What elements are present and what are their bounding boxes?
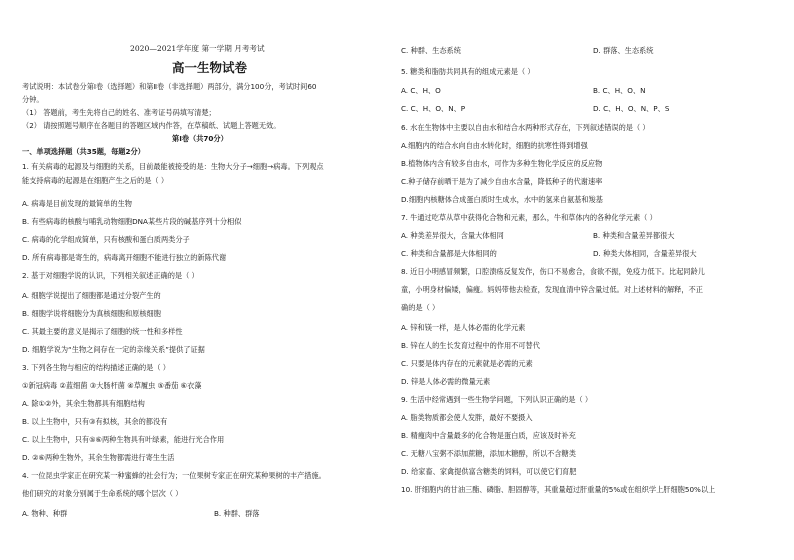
question-2: 2. 基于对细胞学说的认识，下列相关叙述正确的是（ ） xyxy=(22,271,199,280)
option: D. 群落、生态系统 xyxy=(593,46,654,55)
option: D. 所有病毒都是寄生的，病毒离开细胞不能进行独立的新陈代谢 xyxy=(22,253,227,262)
option: A. 锌和镁一样，是人体必需的化学元素 xyxy=(401,323,526,332)
exam-header: 2020—2021学年度 第一学期 月考考试 xyxy=(130,44,265,53)
option: D. 给家畜、家禽提供富含糖类的饲料，可以使它们育肥 xyxy=(401,467,577,476)
option: C. 种类和含量都是大体相同的 xyxy=(401,249,497,258)
question-8-cont: 确的是（ ） xyxy=(401,303,440,312)
option: C. 种群、生态系统 xyxy=(401,46,461,55)
option: A.细胞内的结合水向自由水转化时，细胞的抗寒性得到增强 xyxy=(401,141,588,150)
option: D. C、H、O、N、P、S xyxy=(593,104,670,113)
option: B. 种群、群落 xyxy=(214,509,260,518)
question-5: 5. 糖类和脂肪共同具有的组成元素是（ ） xyxy=(401,67,535,76)
option: B. C、H、O、N xyxy=(593,86,646,95)
exam-note: 分钟。 xyxy=(22,95,44,104)
option: C. 其最主要的意义是揭示了细胞的统一性和多样性 xyxy=(22,327,183,336)
left-column xyxy=(22,0,397,560)
option: D. 细胞学说为“生物之间存在一定的亲缘关系”提供了证据 xyxy=(22,345,205,354)
option: B.植物体内含有较多自由水，可作为多种生物化学反应的反应物 xyxy=(401,159,603,168)
option: B. 以上生物中，只有③有拟核，其余的都没有 xyxy=(22,417,168,426)
option: D. 锌是人体必需的微量元素 xyxy=(401,377,491,386)
question-8: 8. 近日小明感冒频繁，口腔溃疡反复发作，伤口不易愈合，食欲不振，免疫力低下。比起同龄儿 xyxy=(401,267,705,276)
question-10: 10. 肝细胞内的甘油三酯、磷脂、胆固醇等，其重量超过肝重量的5%或在组织学上肝细胞50%以上 xyxy=(401,485,716,494)
exam-note: （1） 答题前，考生先将自己的姓名、准考证号码填写清楚； xyxy=(22,108,216,117)
option: A. 细胞学说提出了细胞都是通过分裂产生的 xyxy=(22,291,161,300)
exam-note: （2） 请按照题号顺序在各题目的答题区域内作答，在草稿纸、试题上答题无效。 xyxy=(22,121,281,130)
question-3: 3. 下列各生物与相应的结构描述正确的是（ ） xyxy=(22,363,170,372)
option: C. 无糖八宝粥不添加蔗糖，添加木糖醇，所以不含糖类 xyxy=(401,449,576,458)
question-6: 6. 水在生物体中主要以自由水和结合水两种形式存在，下列叙述错误的是（ ） xyxy=(401,123,650,132)
question-1: 1. 有关病毒的起源及与细胞的关系，目前最能被接受的是：生物大分子→细胞→病毒。下列观点 xyxy=(22,162,324,171)
option: A. 脂类物质都会使人发胖，最好不要摄入 xyxy=(401,413,533,422)
option: A. 种类差异很大，含量大体相同 xyxy=(401,231,504,240)
option: B. 精瘦肉中含量最多的化合物是蛋白质，应该及时补充 xyxy=(401,431,576,440)
option: A. 物种、种群 xyxy=(22,509,68,518)
option: B. 种类和含量差异都很大 xyxy=(593,231,675,240)
question-3-items: ①新冠病毒 ②蓝细菌 ③大肠杆菌 ④草履虫 ⑤番茄 ⑥衣藻 xyxy=(22,381,202,390)
option: D. 种类大体相同，含量差异很大 xyxy=(593,249,697,258)
option: C. C、H、O、N、P xyxy=(401,104,466,113)
exam-title: 高一生物试卷 xyxy=(172,60,248,75)
question-4: 4. 一位昆虫学家正在研究某一种蜜蜂的社会行为；一位果树专家正在研究某种果树的丰产措施。 xyxy=(22,471,326,480)
option: B. 有些病毒的核酸与哺乳动物细胞DNA某些片段的碱基序列十分相似 xyxy=(22,217,242,226)
question-1-cont: 能支持病毒的起源是在细胞产生之后的是（ ） xyxy=(22,176,169,185)
option: C.种子储存前晒干是为了减少自由水含量，降低种子的代谢速率 xyxy=(401,177,603,186)
exam-note: 考试说明：本试卷分第Ⅰ卷（选择题）和第Ⅱ卷（非选择题）两部分，满分100分，考试时间60 xyxy=(22,82,317,91)
option: B. 细胞学说将细胞分为真核细胞和原核细胞 xyxy=(22,309,161,318)
option: D. ②⑥两种生物外，其余生物都需进行寄生生活 xyxy=(22,453,175,462)
option: B. 锌在人的生长发育过程中的作用不可替代 xyxy=(401,341,540,350)
option: A. 除①②外，其余生物都具有细胞结构 xyxy=(22,399,145,408)
right-column xyxy=(401,0,776,560)
question-9: 9. 生活中经常遇到一些生物学问题，下列认识正确的是（ ） xyxy=(401,395,593,404)
option: D.细胞内核糖体合成蛋白质时生成水，水中的氢来自氨基和羧基 xyxy=(401,195,603,204)
option: C. 病毒的化学组成简单，只有核酸和蛋白质两类分子 xyxy=(22,235,190,244)
option: C. 以上生物中，只有⑤⑥两种生物具有叶绿素，能进行光合作用 xyxy=(22,435,225,444)
option: A. 病毒是目前发现的最简单的生物 xyxy=(22,199,132,208)
option: C. 只要是体内存在的元素就是必需的元素 xyxy=(401,359,533,368)
question-7: 7. 牛通过吃草从草中获得化合物和元素，那么，牛和草体内的各种化学元素（ ） xyxy=(401,213,657,222)
question-4-cont: 他们研究的对象分别属于生命系统的哪个层次（ ） xyxy=(22,489,183,498)
question-8-cont: 童，小明身材偏矮，偏瘦。妈妈带他去检查，发现血清中锌含量过低。对上述材料的解释，不正 xyxy=(401,285,703,294)
section-heading: 一、单项选择题（共35题，每题2分） xyxy=(22,147,145,156)
section-title: 第Ⅰ卷（共70分） xyxy=(172,134,228,143)
option: A. C、H、O xyxy=(401,86,441,95)
